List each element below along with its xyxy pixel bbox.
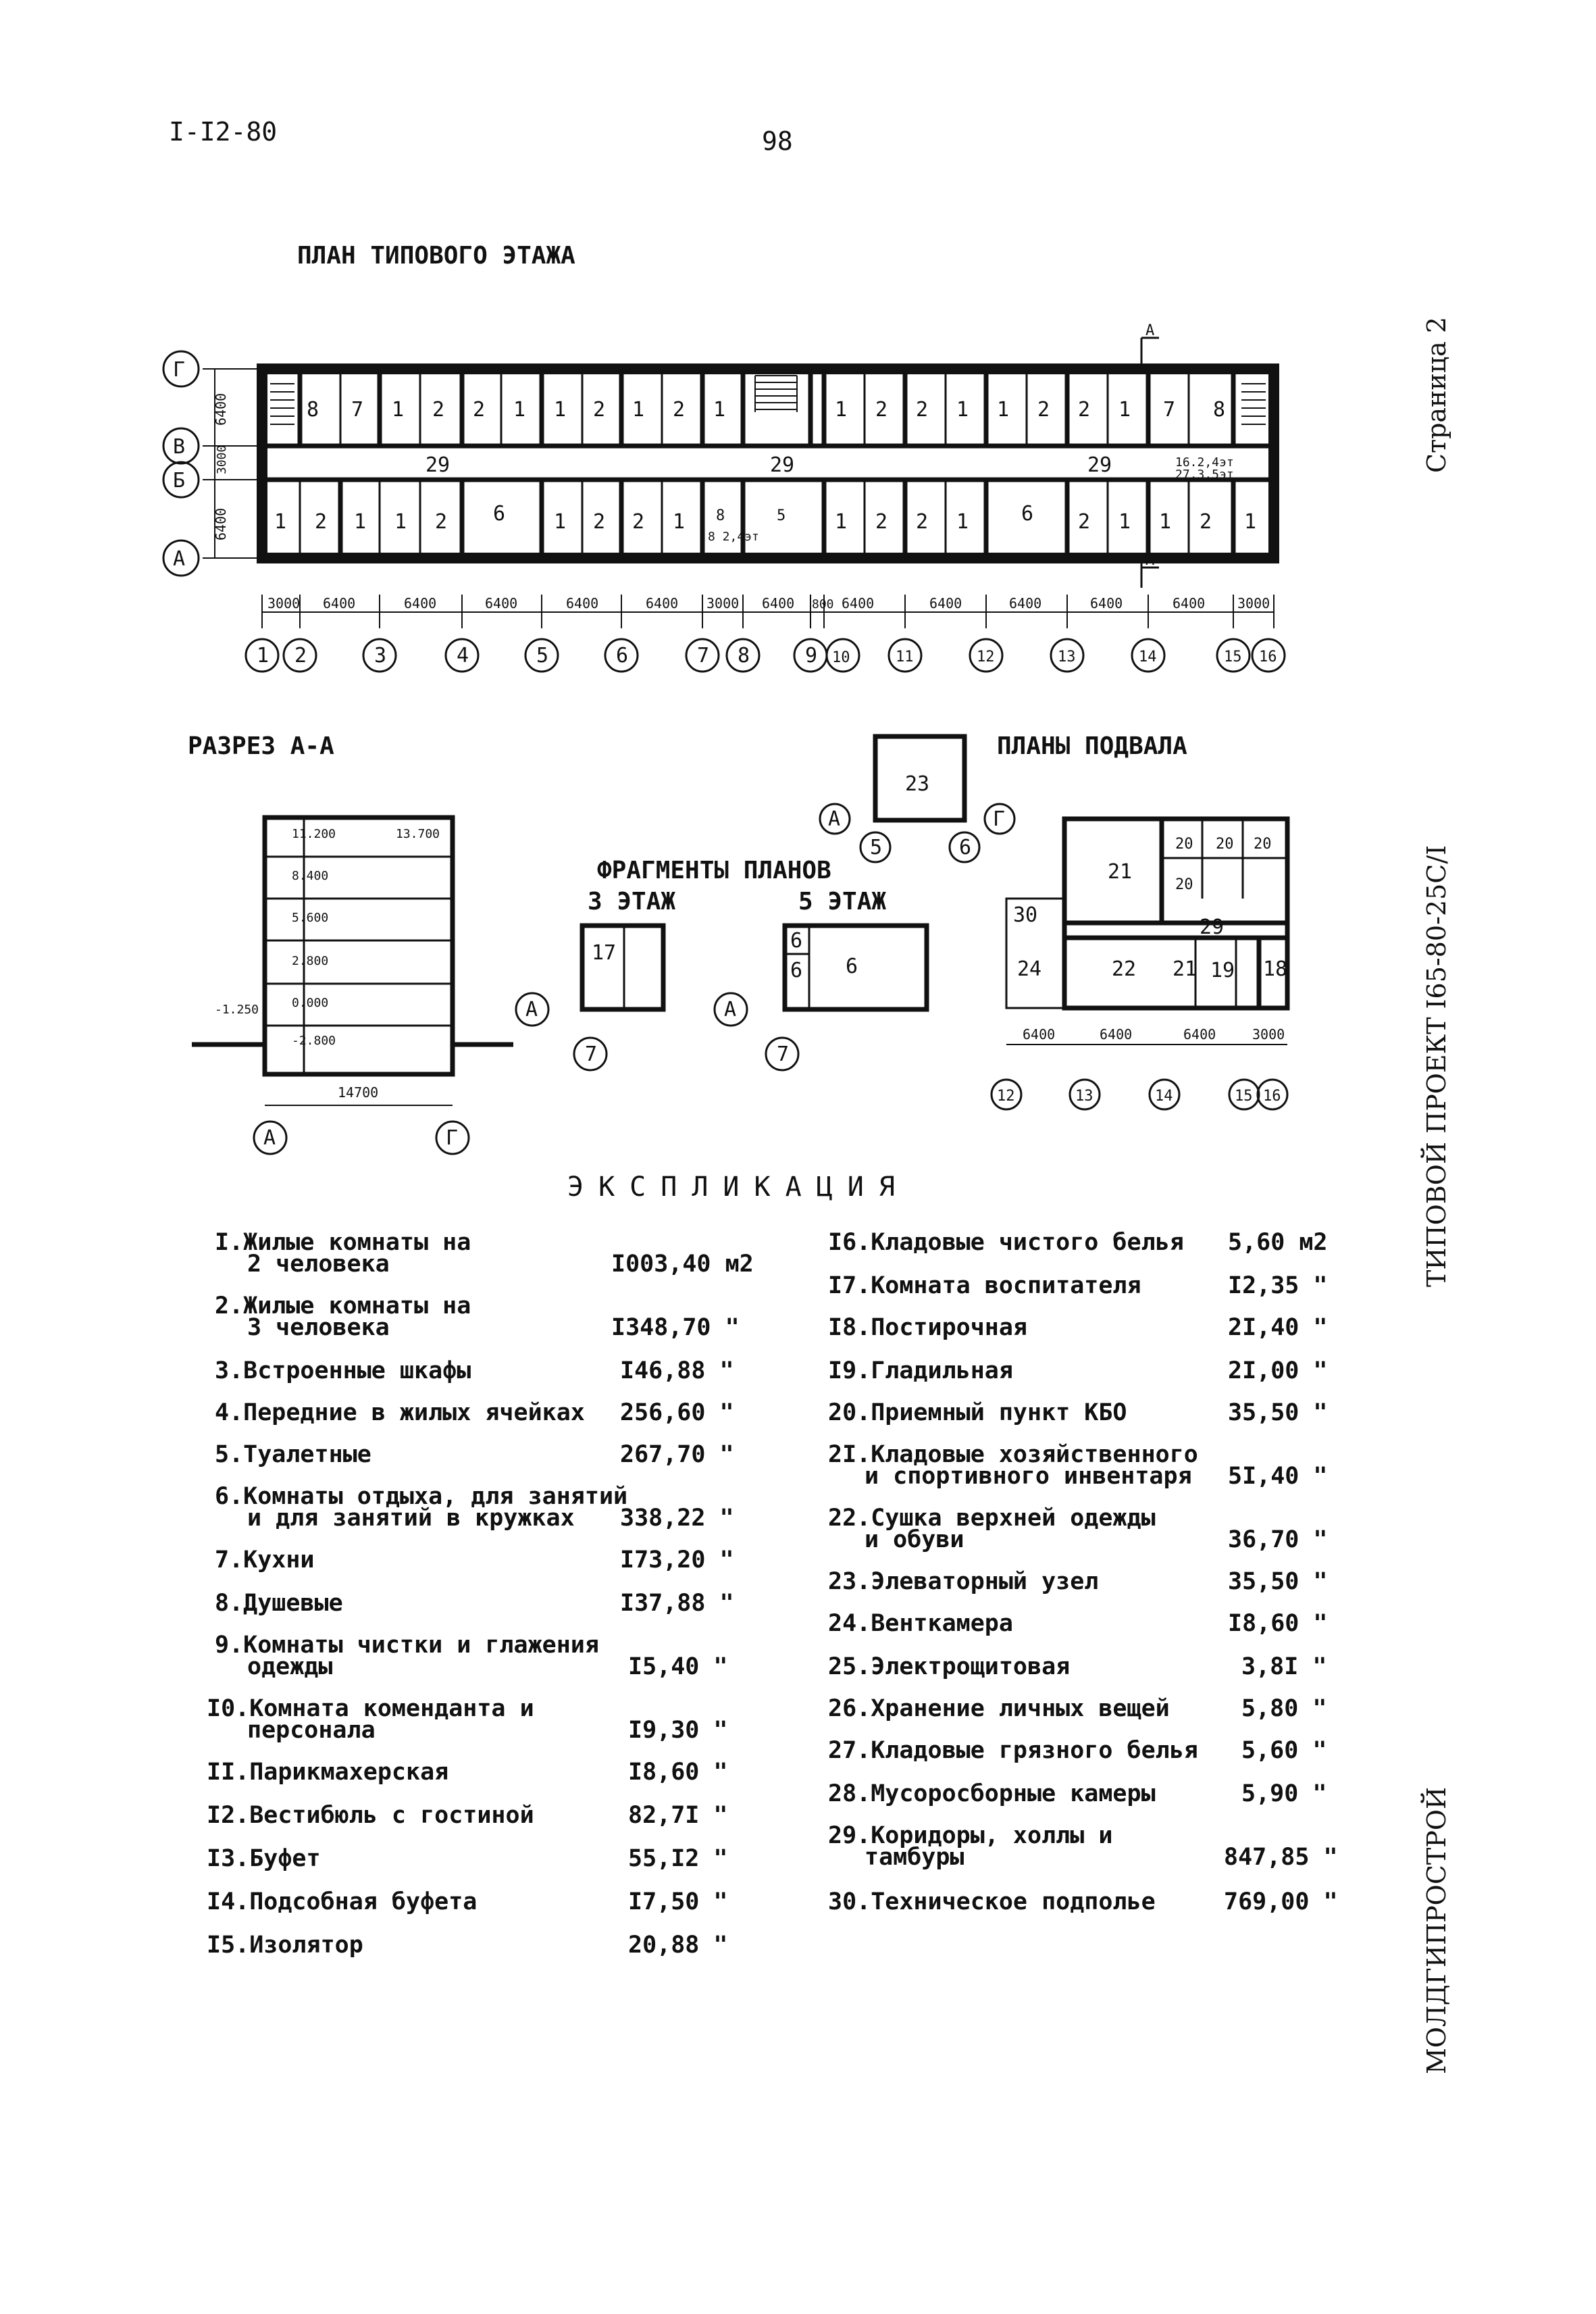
bottom-room-label: 1 xyxy=(394,510,407,534)
bottom-room-label: 2 xyxy=(435,510,448,534)
explication-item-label: 26.Хранение личных вещей xyxy=(828,1695,1170,1722)
basement-room: 24 xyxy=(1017,957,1042,981)
basement-col-axis-label: 12 xyxy=(997,1088,1015,1105)
explication-item-label: I3.Буфет xyxy=(207,1845,321,1872)
explication-item-label: I6.Кладовые чистого белья xyxy=(828,1229,1184,1256)
bottom-room-label: 1 xyxy=(1159,510,1172,534)
row-axis-label: В xyxy=(173,435,186,459)
explication-item-label: I8.Постирочная xyxy=(828,1314,1028,1341)
basement-room: 30 xyxy=(1013,903,1038,927)
top-room-label: 1 xyxy=(997,398,1010,422)
section-ground-level: -1.250 xyxy=(215,1003,259,1017)
explication-item-label: и спортивного инвентаря xyxy=(865,1463,1192,1490)
explication-item-value: I5,40 " xyxy=(628,1653,728,1680)
explication-item-label: II.Парикмахерская xyxy=(207,1759,449,1786)
explication-item-value: 5,80 " xyxy=(1241,1695,1327,1722)
corridor-label: 29 xyxy=(770,453,795,477)
top-room-label: 2 xyxy=(1078,398,1091,422)
top-room-label: 7 xyxy=(351,398,364,422)
row-axis-label: Г xyxy=(173,358,186,382)
section-level: 11.200 xyxy=(292,827,336,841)
bottom-room-label: 5 xyxy=(777,507,786,524)
top-room-label: 2 xyxy=(593,398,606,422)
explication-item-label: I7.Комната воспитателя xyxy=(828,1272,1141,1299)
bottom-room-label: 1 xyxy=(1118,510,1131,534)
basement-room: 20 xyxy=(1254,836,1272,853)
bottom-dim: 6400 xyxy=(1173,595,1206,611)
typical-floor-plan xyxy=(163,242,1285,672)
explication-item-value: I8,60 " xyxy=(1228,1610,1328,1637)
top-room-label: 1 xyxy=(632,398,645,422)
bottom-dim: 6400 xyxy=(762,595,795,611)
plan-note: 8 2,4эт xyxy=(708,530,759,544)
explication-item-value: 82,7I " xyxy=(628,1802,728,1829)
elevator-axis-label: 6 xyxy=(959,836,972,859)
top-room-label: 7 xyxy=(1163,398,1176,422)
explication-item-label: I.Жилые комнаты на xyxy=(215,1229,471,1256)
column-axis-label: 5 xyxy=(536,644,549,668)
top-room-label: 2 xyxy=(1037,398,1050,422)
explication-item-label: 5.Туалетные xyxy=(215,1441,371,1468)
top-room-label: 8 xyxy=(1213,398,1226,422)
top-room-label: 1 xyxy=(956,398,969,422)
explication-item-label: 29.Коридоры, холлы и xyxy=(828,1822,1113,1849)
top-room-label: 2 xyxy=(473,398,486,422)
document-code: I-I2-80 xyxy=(169,117,278,147)
explication-item-label: I0.Комната коменданта и xyxy=(207,1695,534,1722)
bottom-room-label: 1 xyxy=(835,510,848,534)
floor3-fragment xyxy=(582,926,663,1009)
basement-col-axis-label: 15 xyxy=(1235,1088,1253,1105)
elevator-axis-label: 5 xyxy=(870,836,883,859)
page-number: 98 xyxy=(762,126,793,156)
explication-item-label: 27.Кладовые грязного белья xyxy=(828,1737,1198,1764)
top-room-label: 1 xyxy=(835,398,848,422)
top-room-label: 2 xyxy=(875,398,888,422)
top-room-label: 8 xyxy=(307,398,319,422)
bottom-dim: 6400 xyxy=(646,595,679,611)
bottom-dim: 3000 xyxy=(706,595,740,611)
bottom-dim: 6400 xyxy=(1009,595,1042,611)
explication-item-label: I4.Подсобная буфета xyxy=(207,1888,478,1915)
corridor-label: 29 xyxy=(426,453,451,477)
section-level: 2.800 xyxy=(292,954,329,968)
column-axis-label: 15 xyxy=(1224,649,1242,665)
explication-item-value: 20,88 " xyxy=(628,1932,728,1959)
explication-item-value: I7,50 " xyxy=(628,1888,728,1915)
basement-dim: 6400 xyxy=(1183,1026,1216,1042)
row-axis-label: Б xyxy=(173,469,186,493)
explication-item-value: I46,88 " xyxy=(620,1357,734,1384)
section-width: 14700 xyxy=(338,1084,379,1101)
basement-col-axis-label: 16 xyxy=(1263,1088,1281,1105)
fragment-axis-label: А xyxy=(525,998,538,1022)
explication-item-label: 25.Электрощитовая xyxy=(828,1653,1071,1680)
column-axis-label: 16 xyxy=(1259,649,1277,665)
basement-room: 22 xyxy=(1112,957,1137,981)
fragment-axis-label: 7 xyxy=(777,1042,790,1066)
stairs-left xyxy=(270,384,294,424)
bottom-room-label: 1 xyxy=(274,510,287,534)
explication-title: ЭКСПЛИКАЦИЯ xyxy=(567,1172,910,1203)
bottom-room-label: 6 xyxy=(493,502,506,526)
section-level: 0.000 xyxy=(292,996,329,1010)
section-roof-level: 13.700 xyxy=(396,827,440,841)
plan-fragments xyxy=(516,857,927,1070)
basement-dim: 3000 xyxy=(1252,1026,1285,1042)
top-room-label: 2 xyxy=(432,398,445,422)
column-axis-label: 7 xyxy=(697,644,710,668)
bottom-dim: 6400 xyxy=(566,595,599,611)
bottom-room-label: 1 xyxy=(554,510,567,534)
section-mark-top: А xyxy=(1145,322,1155,339)
explication-item-value: 5,60 м2 xyxy=(1228,1229,1328,1256)
fragments-title: ФРАГМЕНТЫ ПЛАНОВ xyxy=(597,857,831,884)
bottom-room-label: 2 xyxy=(875,510,888,534)
explication-item-label: I5.Изолятор xyxy=(207,1932,363,1959)
bottom-room-label: 2 xyxy=(632,510,645,534)
basement-row-axis-label: Г xyxy=(993,807,1006,831)
project-label: ТИПОВОЙ ПРОЕКТ I65-80-25С/I xyxy=(1422,845,1451,1287)
column-axis-label: 6 xyxy=(616,644,629,668)
floor5-label: 5 ЭТАЖ xyxy=(798,888,887,915)
explication-item-value: I37,88 " xyxy=(620,1590,734,1617)
basement-dim: 6400 xyxy=(1100,1026,1133,1042)
bottom-dim: 6400 xyxy=(404,595,437,611)
basement-room: 20 xyxy=(1175,876,1193,893)
page-label: Страница 2 xyxy=(1422,316,1451,473)
vertical-dim: 6400 xyxy=(213,393,229,426)
basement-room: 18 xyxy=(1263,957,1288,981)
basement-plans xyxy=(820,732,1287,1109)
organization-label: МОЛДГИПРОСТРОЙ xyxy=(1422,1786,1451,2074)
top-room-label: 1 xyxy=(713,398,726,422)
column-axis-label: 12 xyxy=(977,649,995,665)
fragment-axis-label: 7 xyxy=(585,1042,598,1066)
bottom-dim: 3000 xyxy=(267,595,301,611)
bottom-dim: 3000 xyxy=(1237,595,1270,611)
explication-item-label: 2 человека xyxy=(247,1251,390,1278)
stairs-center xyxy=(755,376,797,412)
explication-item-label: 2I.Кладовые хозяйственного xyxy=(828,1441,1198,1468)
explication-item-label: и обуви xyxy=(865,1526,964,1553)
explication-item-label: 23.Элеваторный узел xyxy=(828,1568,1099,1595)
bottom-room-label: 8 xyxy=(716,507,725,524)
explication-item-value: 3,8I " xyxy=(1241,1653,1327,1680)
bottom-dim: 6400 xyxy=(323,595,356,611)
explication-item-label: 20.Приемный пункт КБО xyxy=(828,1399,1127,1426)
explication-item-label: 3 человека xyxy=(247,1314,390,1341)
basement-room: 21 xyxy=(1173,957,1198,981)
explication-item-label: тамбуры xyxy=(865,1844,964,1871)
section-level: -2.800 xyxy=(292,1034,336,1048)
explication-item-value: 847,85 " xyxy=(1224,1844,1338,1871)
explication-item-label: I2.Вестибюль с гостиной xyxy=(207,1802,534,1829)
basement-room: 20 xyxy=(1216,836,1234,853)
vertical-dim: 3000 xyxy=(215,445,229,474)
section-level: 5.600 xyxy=(292,911,329,925)
bottom-dim: 6400 xyxy=(485,595,518,611)
explication-item-value: 35,50 " xyxy=(1228,1568,1328,1595)
explication-item-label: 2.Жилые комнаты на xyxy=(215,1292,471,1319)
explication-item-label: 6.Комнаты отдыха, для занятий xyxy=(215,1483,628,1510)
floor3-label: 3 ЭТАЖ xyxy=(588,888,676,915)
explication-item-label: 4.Передние в жилых ячейках xyxy=(215,1399,585,1426)
column-axis-label: 9 xyxy=(805,644,818,668)
basement-dim: 6400 xyxy=(1023,1026,1056,1042)
explication-item-label: I9.Гладильная xyxy=(828,1357,1013,1384)
bottom-room-label: 2 xyxy=(1200,510,1212,534)
typical-floor-title: ПЛАН ТИПОВОГО ЭТАЖА xyxy=(297,242,575,270)
bottom-dim: 800 xyxy=(812,597,834,611)
basement-room: 19 xyxy=(1210,959,1235,982)
plan-note: 27,3,5эт xyxy=(1175,468,1234,482)
column-axis-label: 13 xyxy=(1058,649,1076,665)
explication-item-label: персонала xyxy=(247,1717,376,1744)
bottom-room-label: 2 xyxy=(916,510,929,534)
explication-item-label: одежды xyxy=(247,1653,333,1680)
explication-item-value: I9,30 " xyxy=(628,1717,728,1744)
explication-item-label: 7.Кухни xyxy=(215,1546,315,1574)
explication-item-value: 5,60 " xyxy=(1241,1737,1327,1764)
bottom-dim: 6400 xyxy=(929,595,962,611)
explication-item-value: 2I,00 " xyxy=(1228,1357,1328,1384)
basement-room: 21 xyxy=(1108,860,1133,884)
row-axes xyxy=(163,351,262,576)
explication-item-label: 9.Комнаты чистки и глажения xyxy=(215,1632,599,1659)
basement-corridor: 29 xyxy=(1200,915,1225,939)
explication-item-value: 35,50 " xyxy=(1228,1399,1328,1426)
explication xyxy=(207,1172,1338,1959)
top-room-label: 1 xyxy=(554,398,567,422)
explication-item-value: 267,70 " xyxy=(620,1441,734,1468)
bottom-room-label: 2 xyxy=(593,510,606,534)
explication-item-value: 338,22 " xyxy=(620,1505,734,1532)
explication-item-label: 30.Техническое подполье xyxy=(828,1888,1156,1915)
section-axis-label: Г xyxy=(446,1126,459,1150)
explication-item-value: I348,70 " xyxy=(611,1314,740,1341)
bottom-room-label: 1 xyxy=(956,510,969,534)
column-axis-label: 10 xyxy=(832,649,850,666)
explication-item-label: 3.Встроенные шкафы xyxy=(215,1357,471,1384)
explication-item-value: 55,I2 " xyxy=(628,1845,728,1872)
floor5-room: 6 xyxy=(790,929,803,953)
fragment-axis-label: А xyxy=(724,998,737,1022)
explication-item-value: I003,40 м2 xyxy=(611,1251,754,1278)
top-room-label: 2 xyxy=(916,398,929,422)
explication-item-value: I8,60 " xyxy=(628,1759,728,1786)
bottom-dim: 6400 xyxy=(842,595,875,611)
column-axis-label: 4 xyxy=(457,644,469,668)
top-room-label: 1 xyxy=(1118,398,1131,422)
explication-item-value: 5,90 " xyxy=(1241,1780,1327,1807)
column-axis-label: 8 xyxy=(738,644,750,668)
bottom-room-label: 2 xyxy=(1078,510,1091,534)
basement-col-axis-label: 13 xyxy=(1075,1088,1093,1105)
explication-item-label: 24.Венткамера xyxy=(828,1610,1013,1637)
elevator-axis-label: А xyxy=(828,807,841,831)
top-room-label: 1 xyxy=(392,398,405,422)
row-axis-label: А xyxy=(173,547,186,571)
bottom-room-label: 6 xyxy=(1021,502,1034,526)
section-mark-bottom: А xyxy=(1145,552,1155,569)
explication-item-value: 256,60 " xyxy=(620,1399,734,1426)
floor5-room: 6 xyxy=(790,959,803,982)
section-a-a xyxy=(188,732,513,1154)
bottom-room-label: 1 xyxy=(673,510,686,534)
explication-item-label: 28.Мусоросборные камеры xyxy=(828,1780,1156,1807)
section-axis-label: А xyxy=(263,1126,276,1150)
explication-item-label: 22.Сушка верхней одежды xyxy=(828,1505,1156,1532)
elevator-room: 23 xyxy=(905,772,930,796)
vertical-dim: 6400 xyxy=(213,507,229,540)
top-room-label: 1 xyxy=(513,398,526,422)
plan-note: 16.2,4эт xyxy=(1175,455,1234,470)
bottom-room-label: 1 xyxy=(1244,510,1257,534)
column-axis-label: 1 xyxy=(257,644,269,668)
section-level: 8.400 xyxy=(292,869,329,883)
bottom-dim: 6400 xyxy=(1090,595,1123,611)
explication-item-label: и для занятий в кружках xyxy=(247,1505,575,1532)
explication-item-label: 8.Душевые xyxy=(215,1590,343,1617)
column-axis-label: 2 xyxy=(294,644,307,668)
explication-item-value: 5I,40 " xyxy=(1228,1463,1328,1490)
section-title: РАЗРЕЗ А-А xyxy=(188,732,334,760)
column-axis-label: 14 xyxy=(1139,649,1157,665)
bottom-room-label: 2 xyxy=(315,510,328,534)
floor5-room: 6 xyxy=(846,955,858,978)
explication-item-value: 2I,40 " xyxy=(1228,1314,1328,1341)
explication-item-value: 769,00 " xyxy=(1224,1888,1338,1915)
explication-item-value: I73,20 " xyxy=(620,1546,734,1574)
column-axes xyxy=(246,639,1285,672)
top-room-label: 2 xyxy=(673,398,686,422)
basement-col-axis-label: 14 xyxy=(1155,1088,1173,1105)
basement-room: 20 xyxy=(1175,836,1193,853)
corridor-label: 29 xyxy=(1087,453,1112,477)
stairs-right xyxy=(1241,384,1266,424)
explication-item-value: 36,70 " xyxy=(1228,1526,1328,1553)
basement-title: ПЛАНЫ ПОДВАЛА xyxy=(997,732,1187,760)
explication-item-value: I2,35 " xyxy=(1228,1272,1328,1299)
bottom-room-label: 1 xyxy=(354,510,367,534)
column-axis-label: 3 xyxy=(374,644,387,668)
column-axis-label: 11 xyxy=(896,649,914,665)
floor3-room: 17 xyxy=(592,941,617,965)
